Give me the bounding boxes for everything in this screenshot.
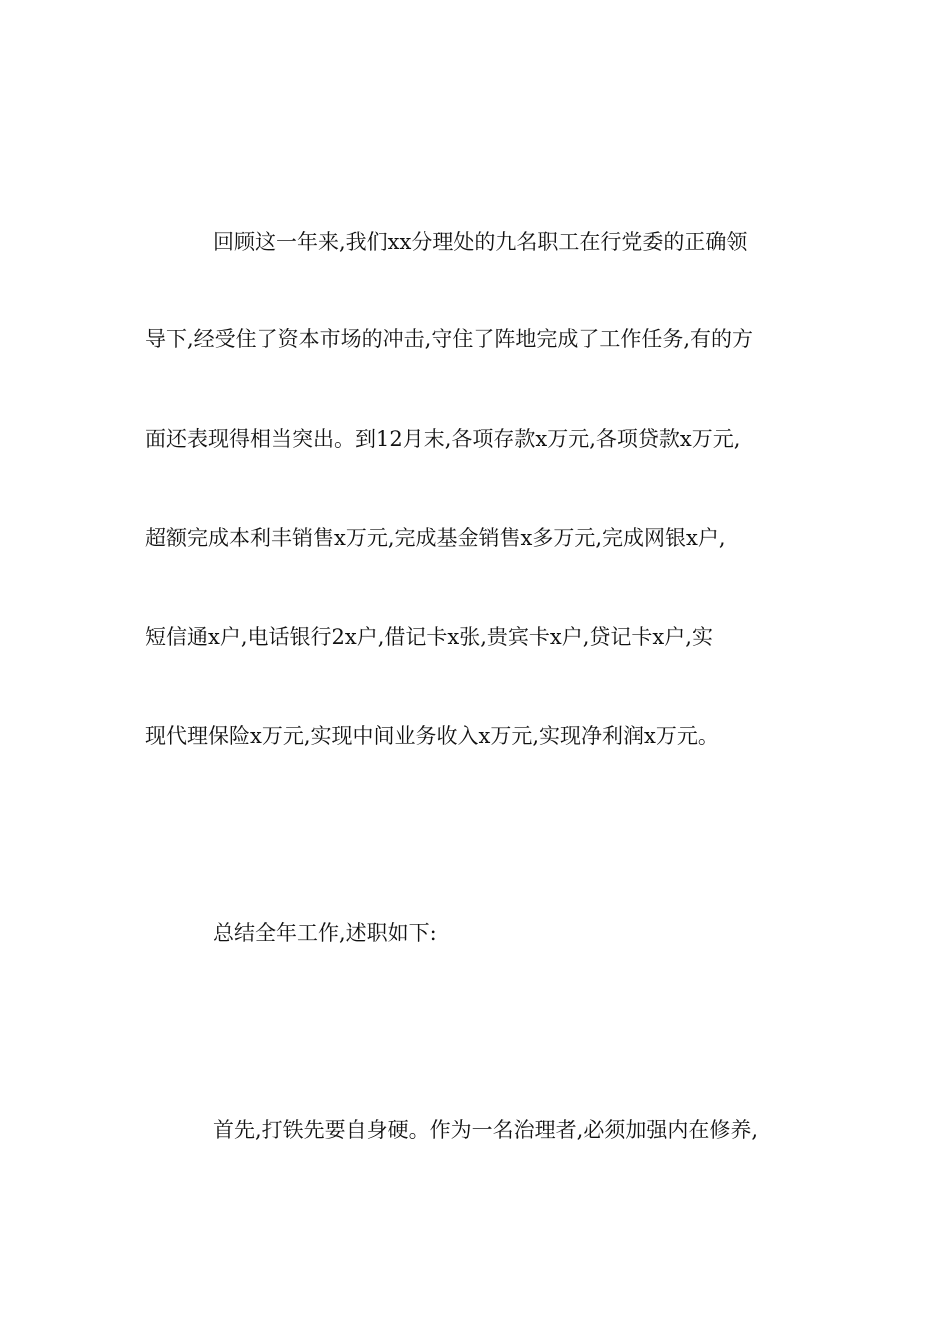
- paragraph-3-line-1: 首先,打铁先要自身硬。作为一名治理者,必须加强内在修养,: [213, 1118, 759, 1142]
- paragraph-1-line-2: 导下,经受住了资本市场的冲击,守住了阵地完成了工作任务,有的方: [145, 327, 754, 351]
- paragraph-2-line-1: 总结全年工作,述职如下:: [213, 921, 437, 945]
- paragraph-1-line-4: 超额完成本利丰销售x万元,完成基金销售x多万元,完成网银x户,: [145, 526, 726, 550]
- paragraph-1-line-1: 回顾这一年来,我们xx分理处的九名职工在行党委的正确领: [213, 230, 748, 254]
- paragraph-1-line-3: 面还表现得相当突出。到12月末,各项存款x万元,各项贷款x万元,: [145, 427, 741, 451]
- paragraph-1-line-6: 现代理保险x万元,实现中间业务收入x万元,实现净利润x万元。: [145, 724, 719, 748]
- paragraph-1-line-5: 短信通x户,电话银行2x户,借记卡x张,贵宾卡x户,贷记卡x户,实: [145, 625, 713, 649]
